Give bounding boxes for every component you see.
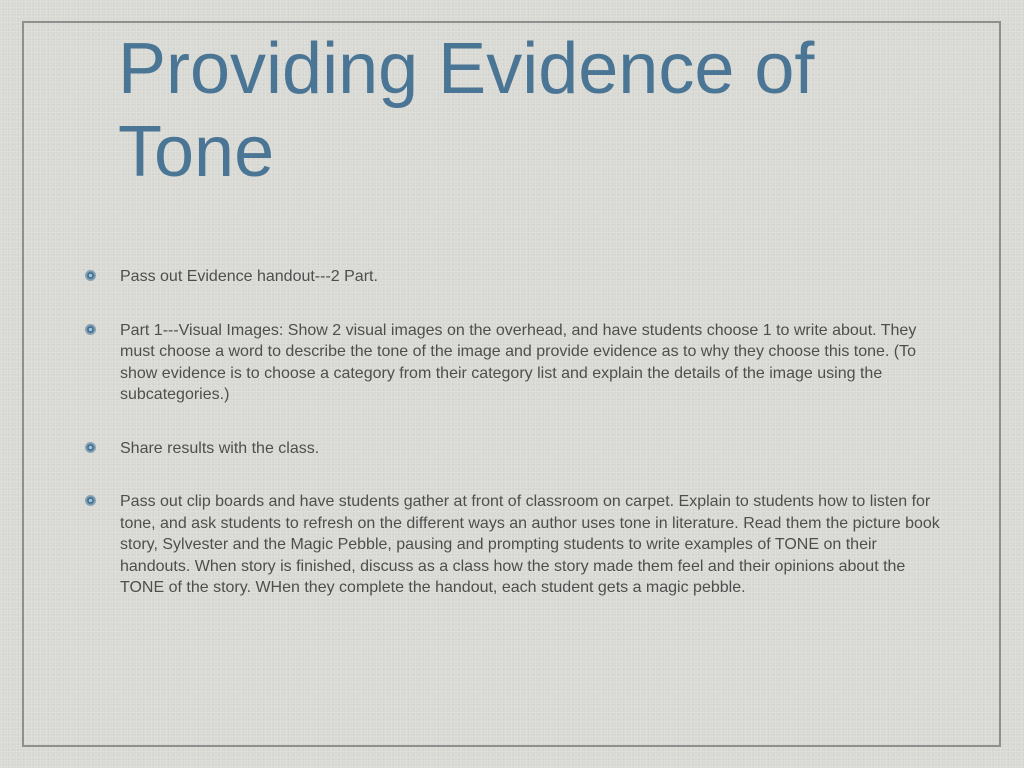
gear-bullet-icon <box>86 496 95 505</box>
bullet-text: Part 1---Visual Images: Show 2 visual images on the overhead, and have students choose 1 to write about. They must choose a word to describe the tone of the image and provide evidence as to why they choose this tone. (To show evidence is to choose a category from their category list and explain the details of the image using the subcategories.) <box>120 321 917 403</box>
slide-title: Providing Evidence of Tone <box>118 29 815 192</box>
bullet-list <box>120 266 946 631</box>
bullet-text: Pass out clip boards and have students gather at front of classroom on carpet. Explain to students how to listen for tone, and ask students to refresh on the different ways an author uses tone in literature. Read them the picture book story, Sylvester and the Magic Pebble, pausing and prompting students to write examples of TONE on their handouts. When story is finished, discuss as a class how the story made them feel and their opinions about the TONE of the story. WHen they complete the handout, each student gets a magic pebble. <box>120 493 940 596</box>
gear-bullet-icon <box>86 443 95 452</box>
bullet-item <box>120 491 946 599</box>
bullet-text: Pass out Evidence handout---2 Part. <box>120 268 378 285</box>
bullet-item <box>120 438 946 460</box>
bullet-item <box>120 266 946 288</box>
gear-bullet-icon <box>86 271 95 280</box>
gear-bullet-icon <box>86 325 95 334</box>
bullet-item <box>120 320 946 406</box>
bullet-text: Share results with the class. <box>120 439 320 457</box>
